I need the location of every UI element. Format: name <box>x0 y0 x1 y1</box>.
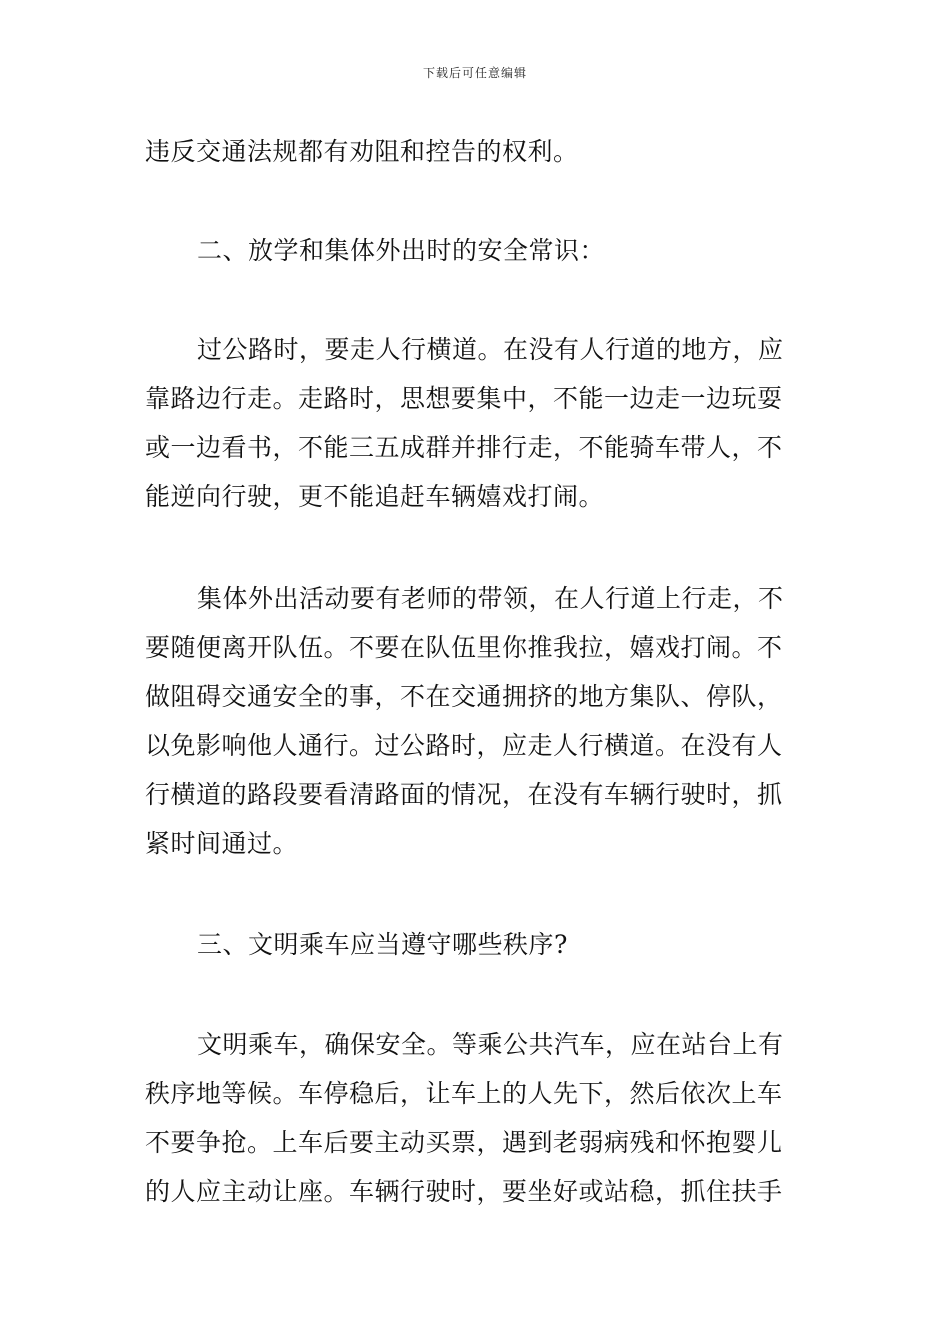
text-line: 做阻碍交通安全的事，不在交通拥挤的地方集队、停队， <box>145 682 783 711</box>
text-line: 要随便离开队伍。不要在队伍里你推我拉，嬉戏打闹。不 <box>145 633 783 662</box>
section-heading-3 <box>145 920 805 969</box>
text-line: 集体外出活动要有老师的带领，在人行道上行走，不 <box>197 584 784 613</box>
text-line: 以免影响他人通行。过公路时，应走人行横道。在没有人 <box>145 731 783 760</box>
paragraph-crossing-road <box>145 325 805 521</box>
paragraph-riding-bus <box>145 1020 805 1216</box>
text-line: 违反交通法规都有劝阻和控告的权利。 <box>145 137 579 166</box>
section-heading-2 <box>145 226 805 275</box>
text-line: 文明乘车，确保安全。等乘公共汽车，应在站台上有 <box>197 1030 784 1059</box>
paragraph-group-outing <box>145 574 805 868</box>
text-line: 行横道的路段要看清路面的情况，在没有车辆行驶时，抓 <box>145 780 783 809</box>
header-note: 下载后可任意编辑 <box>422 66 527 80</box>
text-line: 秩序地等候。车停稳后，让车上的人先下，然后依次上车 <box>145 1079 783 1108</box>
text-line: 紧时间通过。 <box>145 829 299 858</box>
text-line: 的人应主动让座。车辆行驶时，要坐好或站稳，抓住扶手 <box>145 1177 783 1206</box>
paragraph-continuation <box>145 127 805 176</box>
text-line: 不要争抢。上车后要主动买票，遇到老弱病残和怀抱婴儿 <box>145 1128 783 1157</box>
heading-text: 二、放学和集体外出时的安全常识： <box>197 236 606 265</box>
heading-text: 三、文明乘车应当遵守哪些秩序? <box>197 930 568 959</box>
text-line: 过公路时，要走人行横道。在没有人行道的地方，应 <box>197 335 784 364</box>
text-line: 或一边看书，不能三五成群并排行走，不能骑车带人，不 <box>145 433 783 462</box>
text-line: 靠路边行走。走路时，思想要集中，不能一边走一边玩耍 <box>145 384 783 413</box>
text-line: 能逆向行驶，更不能追赶车辆嬉戏打闹。 <box>145 482 605 511</box>
